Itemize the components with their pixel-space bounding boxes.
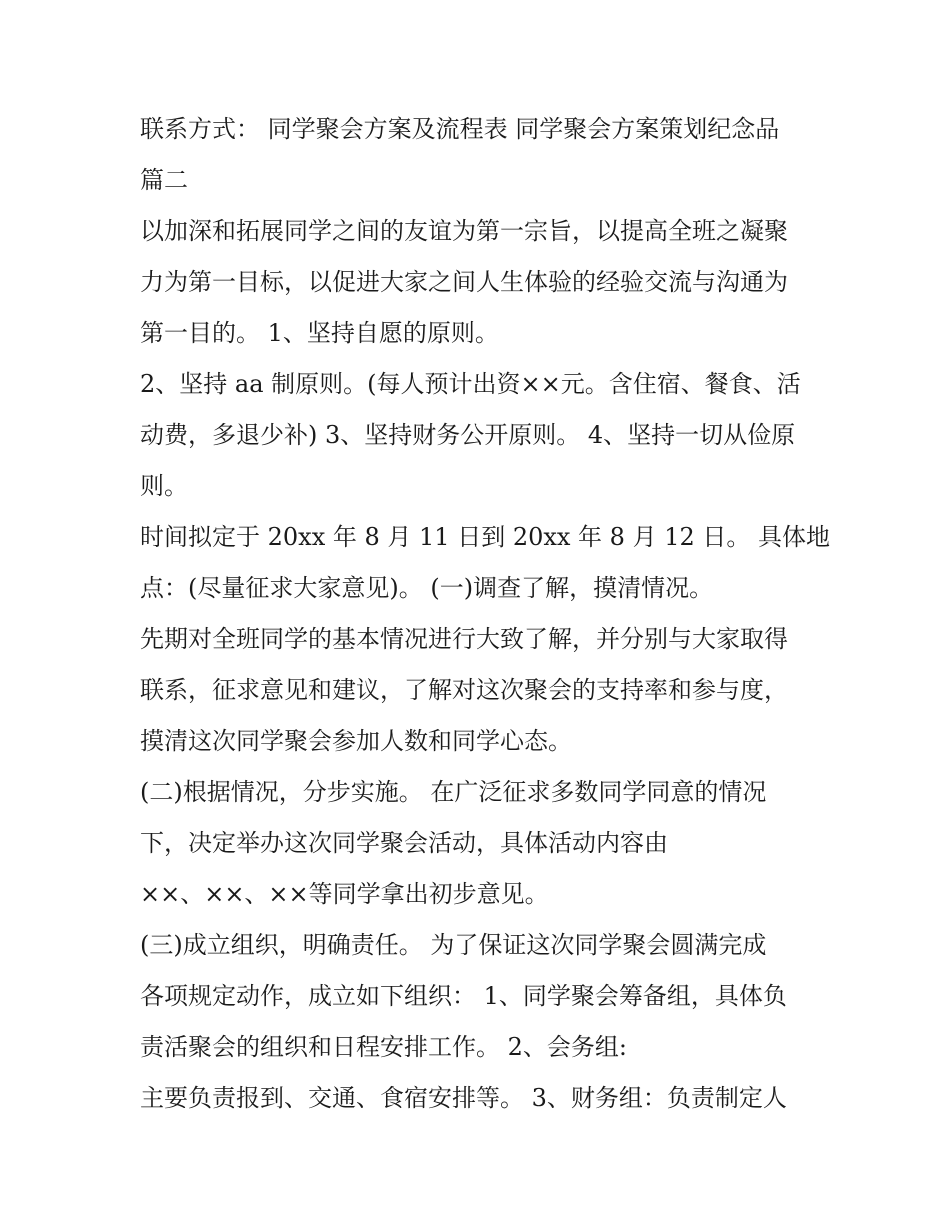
text-line: 先期对全班同学的基本情况进行大致了解，并分别与大家取得: [140, 625, 788, 653]
text-line: 联系，征求意见和建议，了解对这次聚会的支持率和参与度，: [140, 676, 788, 704]
text-line: 动费，多退少补) 3、坚持财务公开原则。 4、坚持一切从俭原: [140, 421, 796, 449]
text-line: 则。: [140, 472, 188, 500]
text-line: 第一目的。 1、坚持自愿的原则。: [140, 319, 499, 347]
text-line: 各项规定动作，成立如下组织： 1、同学聚会筹备组，具体负: [140, 982, 787, 1010]
document-body: [140, 104, 830, 1124]
text-line: 2、坚持 aa 制原则。(每人预计出资××元。含住宿、餐食、活: [140, 370, 801, 398]
text-line: 时间拟定于 20xx 年 8 月 11 日到 20xx 年 8 月 12 日。 具体地: [140, 523, 830, 551]
text-line: 联系方式： 同学聚会方案及流程表 同学聚会方案策划纪念品: [140, 115, 780, 143]
text-line: (二)根据情况，分步实施。 在广泛征求多数同学同意的情况: [140, 778, 767, 806]
text-line: (三)成立组织，明确责任。 为了保证这次同学聚会圆满完成: [140, 931, 767, 959]
text-line: 责活聚会的组织和日程安排工作。 2、会务组:: [140, 1033, 627, 1061]
text-line: 点：(尽量征求大家意见)。 (一)调查了解，摸清情况。: [140, 574, 714, 602]
text-line: ××、××、××等同学拿出初步意见。: [140, 880, 549, 908]
text-line: 摸清这次同学聚会参加人数和同学心态。: [140, 727, 572, 755]
text-line: 主要负责报到、交通、食宿安排等。 3、财务组：负责制定人: [140, 1084, 787, 1112]
text-line: 篇二: [140, 166, 188, 194]
text-line: 力为第一目标，以促进大家之间人生体验的经验交流与沟通为: [140, 268, 788, 296]
text-line: 下，决定举办这次同学聚会活动，具体活动内容由: [140, 829, 668, 857]
text-line: 以加深和拓展同学之间的友谊为第一宗旨，以提高全班之凝聚: [140, 217, 788, 245]
